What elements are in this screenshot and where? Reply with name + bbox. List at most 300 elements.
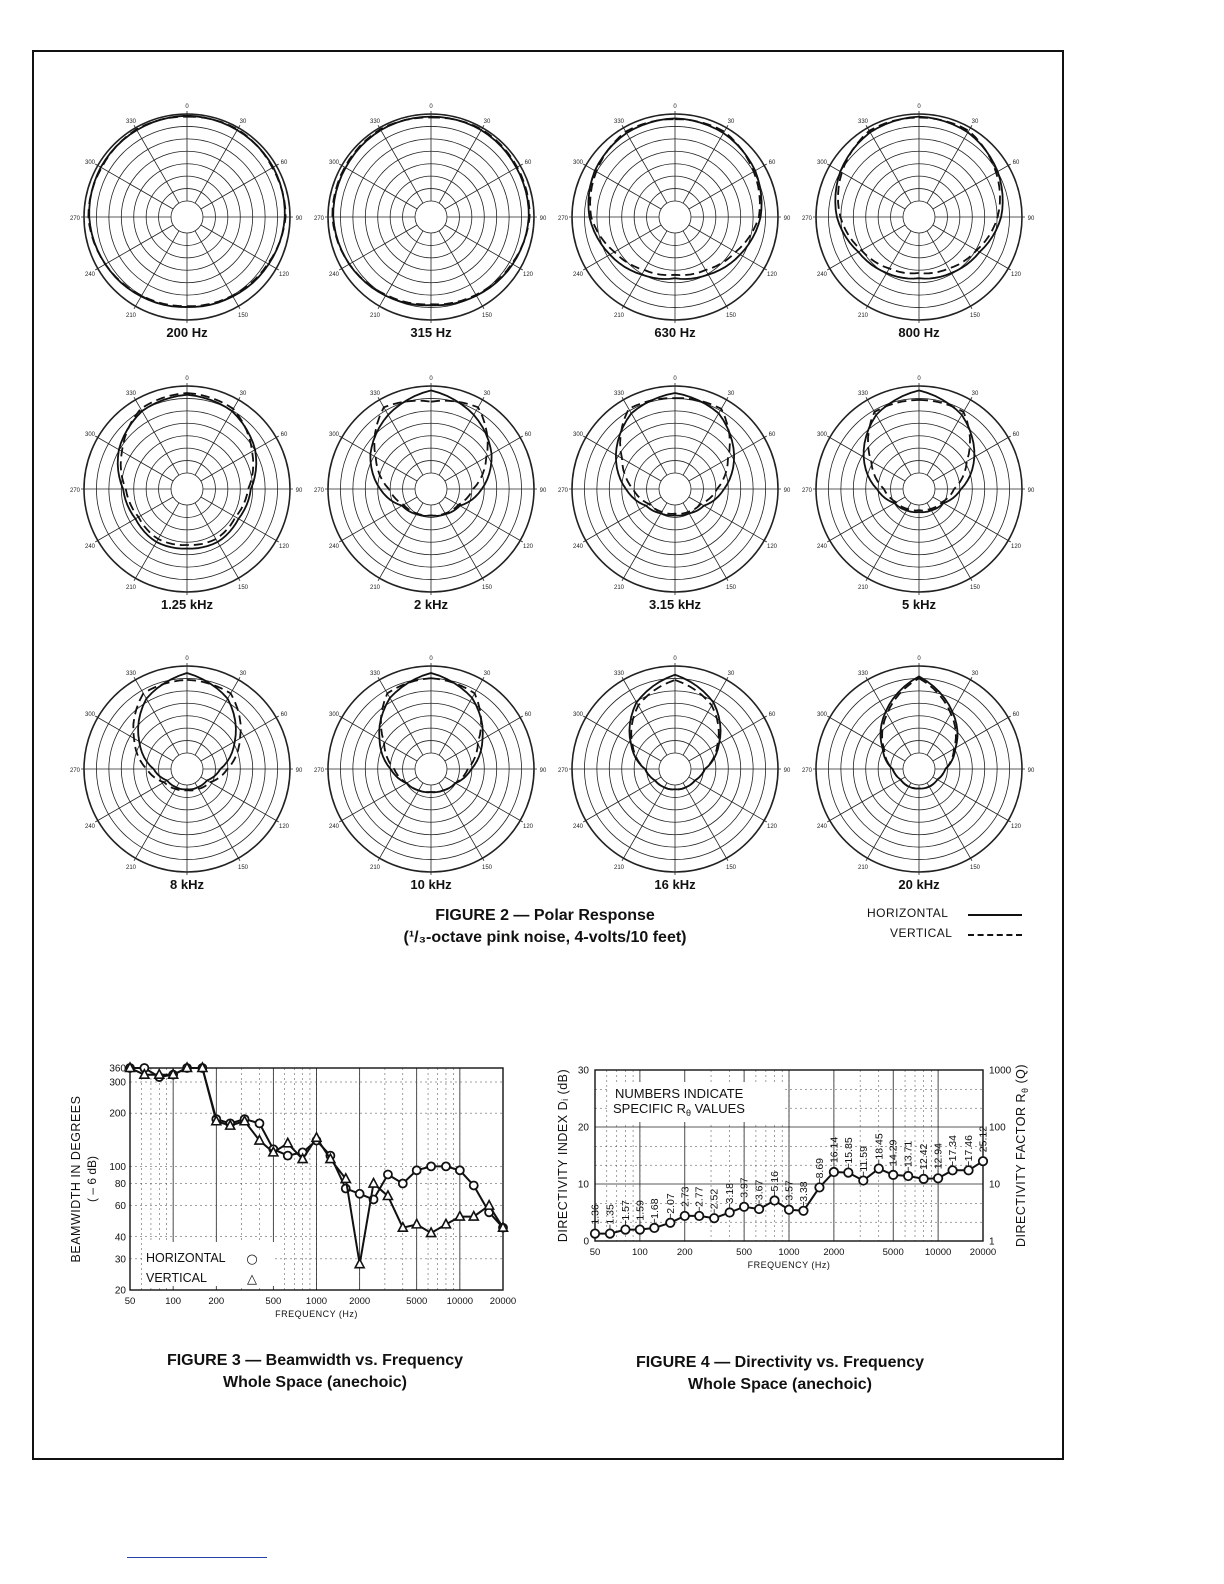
legend-label: VERTICAL bbox=[146, 1271, 207, 1285]
polar-angle-label: 210 bbox=[125, 864, 137, 871]
polar-angle-label: 210 bbox=[613, 312, 625, 319]
polar-angle-label: 330 bbox=[857, 119, 869, 126]
polar-angle-label: 60 bbox=[768, 432, 776, 438]
r-value-label: 12.94 bbox=[932, 1143, 945, 1170]
y-right-axis-label-main: DIRECTIVITY FACTOR R bbox=[1014, 1093, 1028, 1248]
polar-frequency-label: 10 kHz bbox=[410, 877, 452, 892]
polar-plot bbox=[67, 365, 307, 615]
polar-plot bbox=[555, 365, 795, 615]
directivity-point bbox=[889, 1171, 897, 1179]
r-value-label: 15.85 bbox=[842, 1137, 855, 1164]
polar-angle-label: 240 bbox=[328, 544, 340, 550]
polar-angle-label: 0 bbox=[185, 104, 189, 110]
polar-spoke bbox=[445, 436, 523, 481]
y-right-axis-label bbox=[1014, 1064, 1030, 1247]
polar-angle-label: 330 bbox=[125, 119, 137, 126]
polar-angle-label: 120 bbox=[278, 272, 290, 278]
polar-angle-label: 120 bbox=[522, 544, 534, 550]
polar-angle-label: 120 bbox=[278, 824, 290, 830]
polar-spoke bbox=[339, 777, 417, 822]
polar-spoke bbox=[445, 497, 523, 542]
polar-angle-label: 330 bbox=[369, 119, 381, 126]
y-tick-label: 20 bbox=[577, 1122, 589, 1134]
x-tick-label: 5000 bbox=[882, 1247, 904, 1258]
figure-4-caption bbox=[590, 1352, 970, 1396]
polar-angle-label: 240 bbox=[572, 272, 584, 278]
polar-angle-label: 60 bbox=[1012, 432, 1020, 438]
x-axis-label: FREQUENCY (Hz) bbox=[747, 1260, 831, 1270]
polar-spoke bbox=[201, 164, 279, 209]
polar-angle-label: 210 bbox=[613, 864, 625, 871]
horizontal-point bbox=[456, 1166, 464, 1174]
polar-plot bbox=[311, 645, 551, 895]
polar-spoke bbox=[378, 397, 423, 475]
directivity-point bbox=[681, 1212, 689, 1220]
polar-angle-label: 270 bbox=[801, 216, 813, 222]
r-value-label: 3.18 bbox=[724, 1183, 737, 1204]
legend-marker: △ bbox=[247, 1272, 257, 1287]
polar-angle-label: 30 bbox=[483, 671, 491, 678]
polar-ring bbox=[171, 201, 203, 233]
polar-angle-label: 30 bbox=[239, 119, 247, 126]
polar-angle-label: 0 bbox=[917, 104, 921, 110]
polar-angle-label: 120 bbox=[1010, 824, 1022, 830]
directivity-point bbox=[815, 1183, 823, 1191]
y-right-tick-label: 1 bbox=[989, 1236, 995, 1248]
annotation-line-2-sub: θ bbox=[685, 1108, 691, 1118]
polar-angle-label: 120 bbox=[522, 272, 534, 278]
polar-spoke bbox=[378, 231, 423, 309]
directivity-point bbox=[785, 1205, 793, 1213]
directivity-point bbox=[710, 1214, 718, 1222]
polar-spoke bbox=[866, 231, 911, 309]
vertical-point bbox=[369, 1179, 378, 1188]
vertical-point bbox=[455, 1212, 464, 1221]
polar-angle-label: 150 bbox=[481, 312, 493, 319]
x-tick-label: 10000 bbox=[924, 1247, 952, 1258]
polar-spoke bbox=[933, 225, 1011, 270]
annotation-line-2-main: SPECIFIC R bbox=[613, 1101, 686, 1116]
x-tick-label: 50 bbox=[589, 1247, 601, 1258]
polar-angle-label: 300 bbox=[816, 432, 828, 438]
figure-2-title-text: FIGURE 2 — Polar Response bbox=[435, 907, 655, 924]
polar-angle-label: 270 bbox=[313, 768, 325, 774]
y-right-tick-label: 100 bbox=[989, 1122, 1006, 1134]
directivity-point bbox=[725, 1208, 733, 1216]
polar-angle-label: 30 bbox=[727, 391, 735, 398]
polar-angle-label: 300 bbox=[84, 160, 96, 166]
polar-plot bbox=[799, 365, 1039, 615]
polar-angle-label: 300 bbox=[816, 160, 828, 166]
polar-angle-label: 150 bbox=[481, 864, 493, 871]
polar-svg bbox=[555, 365, 795, 597]
polar-angle-label: 240 bbox=[572, 544, 584, 550]
horizontal-point bbox=[427, 1162, 435, 1170]
horizontal-point bbox=[255, 1119, 263, 1127]
polar-angle-label: 270 bbox=[801, 768, 813, 774]
r-value-label: 17.34 bbox=[947, 1135, 960, 1162]
polar-angle-label: 330 bbox=[613, 119, 625, 126]
polar-angle-label: 120 bbox=[766, 544, 778, 550]
r-value-label: 11.59 bbox=[857, 1146, 870, 1172]
directivity-point bbox=[875, 1164, 883, 1172]
r-value-label: 14.29 bbox=[887, 1139, 900, 1166]
polar-angle-label: 240 bbox=[328, 824, 340, 830]
r-value-label: 2.52 bbox=[708, 1188, 721, 1210]
polar-spoke bbox=[933, 436, 1011, 481]
polar-frequency-label: 2 kHz bbox=[414, 597, 448, 612]
polar-spoke bbox=[439, 231, 484, 309]
r-value-label: 1.36 bbox=[589, 1204, 602, 1225]
polar-angle-label: 270 bbox=[557, 216, 569, 222]
polar-angle-label: 210 bbox=[369, 864, 381, 871]
vertical-point bbox=[398, 1223, 407, 1232]
x-tick-label: 2000 bbox=[823, 1247, 845, 1258]
polar-angle-label: 90 bbox=[295, 768, 303, 774]
annotation-line-1: NUMBERS INDICATE bbox=[615, 1086, 744, 1101]
polar-spoke bbox=[927, 397, 972, 475]
vertical-point bbox=[469, 1212, 478, 1221]
polar-angle-label: 90 bbox=[783, 768, 791, 774]
polar-spoke bbox=[95, 777, 173, 822]
polar-spoke bbox=[339, 225, 417, 270]
polar-angle-label: 30 bbox=[239, 671, 247, 678]
polar-frequency-label: 5 kHz bbox=[902, 597, 936, 612]
polar-angle-label: 90 bbox=[539, 488, 547, 494]
polar-plot bbox=[67, 645, 307, 895]
annotation-line-2-tail: VALUES bbox=[690, 1101, 745, 1116]
x-tick-label: 20000 bbox=[969, 1247, 997, 1258]
polar-angle-label: 60 bbox=[768, 160, 776, 166]
polar-angle-label: 210 bbox=[125, 584, 137, 591]
polar-spoke bbox=[201, 497, 279, 542]
polar-spoke bbox=[827, 497, 905, 542]
polar-angle-label: 60 bbox=[1012, 712, 1020, 718]
polar-angle-label: 330 bbox=[369, 671, 381, 678]
polar-angle-label: 330 bbox=[613, 671, 625, 678]
polar-angle-label: 30 bbox=[239, 391, 247, 398]
directivity-point bbox=[830, 1168, 838, 1176]
polar-svg bbox=[311, 93, 551, 325]
polar-angle-label: 0 bbox=[429, 376, 433, 382]
directivity-point bbox=[606, 1229, 614, 1237]
polar-angle-label: 0 bbox=[673, 656, 677, 662]
polar-angle-label: 150 bbox=[969, 584, 981, 591]
polar-angle-label: 0 bbox=[185, 656, 189, 662]
polar-angle-label: 150 bbox=[969, 312, 981, 319]
polar-ring bbox=[659, 753, 691, 785]
polar-angle-label: 120 bbox=[278, 544, 290, 550]
polar-angle-label: 0 bbox=[917, 376, 921, 382]
polar-angle-label: 210 bbox=[369, 312, 381, 319]
polar-plot bbox=[67, 93, 307, 343]
y-right-tick-label: 1000 bbox=[989, 1065, 1012, 1077]
legend-label: HORIZONTAL bbox=[146, 1251, 226, 1265]
polar-spoke bbox=[439, 783, 484, 861]
y-tick-label: 10 bbox=[577, 1179, 589, 1191]
polar-angle-label: 300 bbox=[328, 432, 340, 438]
directivity-point bbox=[770, 1196, 778, 1204]
polar-angle-label: 270 bbox=[69, 216, 81, 222]
polar-angle-label: 330 bbox=[857, 391, 869, 398]
polar-angle-label: 240 bbox=[816, 824, 828, 830]
polar-angle-label: 30 bbox=[971, 391, 979, 398]
polar-spoke bbox=[445, 777, 523, 822]
polar-angle-label: 300 bbox=[816, 712, 828, 718]
directivity-point bbox=[636, 1225, 644, 1233]
polar-frequency-label: 16 kHz bbox=[654, 877, 696, 892]
polar-frequency-label: 315 Hz bbox=[410, 325, 452, 340]
y-right-tick-label: 10 bbox=[989, 1179, 1001, 1191]
directivity-point bbox=[650, 1224, 658, 1232]
r-value-label: 3.38 bbox=[797, 1181, 810, 1202]
polar-angle-label: 240 bbox=[84, 544, 96, 550]
r-value-label: 12.42 bbox=[918, 1143, 931, 1170]
polar-angle-label: 300 bbox=[84, 712, 96, 718]
polar-spoke bbox=[201, 777, 279, 822]
polar-plot bbox=[799, 93, 1039, 343]
polar-angle-label: 150 bbox=[725, 864, 737, 871]
polar-angle-label: 300 bbox=[328, 160, 340, 166]
polar-angle-label: 0 bbox=[429, 656, 433, 662]
vertical-point bbox=[155, 1070, 164, 1079]
polar-spoke bbox=[439, 397, 484, 475]
polar-spoke bbox=[95, 497, 173, 542]
y-tick-label: 360 bbox=[109, 1063, 126, 1075]
polar-svg bbox=[67, 365, 307, 597]
x-tick-label: 20000 bbox=[489, 1296, 517, 1307]
polar-angle-label: 210 bbox=[857, 584, 869, 591]
polar-angle-label: 90 bbox=[539, 768, 547, 774]
polar-spoke bbox=[339, 716, 417, 761]
horizontal-point bbox=[284, 1152, 292, 1160]
polar-angle-label: 60 bbox=[1012, 160, 1020, 166]
polar-angle-label: 30 bbox=[971, 671, 979, 678]
figure-2-title bbox=[380, 905, 710, 949]
horizontal-point bbox=[470, 1181, 478, 1189]
vertical-point bbox=[441, 1219, 450, 1228]
legend-marker: ○ bbox=[246, 1252, 258, 1267]
polar-angle-label: 90 bbox=[1027, 488, 1035, 494]
polar-angle-label: 60 bbox=[524, 712, 532, 718]
directivity-point bbox=[591, 1229, 599, 1237]
directivity-point bbox=[904, 1172, 912, 1180]
polar-angle-label: 90 bbox=[783, 216, 791, 222]
directivity-point bbox=[799, 1207, 807, 1215]
polar-plot bbox=[555, 645, 795, 895]
y-axis-sublabel: ( – 6 dB) bbox=[85, 1155, 99, 1203]
directivity-point bbox=[948, 1166, 956, 1174]
r-value-label: 3.97 bbox=[738, 1177, 751, 1198]
polar-angle-label: 60 bbox=[524, 432, 532, 438]
polar-angle-label: 210 bbox=[125, 312, 137, 319]
polar-ring bbox=[659, 473, 691, 505]
polar-angle-label: 60 bbox=[280, 432, 288, 438]
polar-spoke bbox=[95, 164, 173, 209]
polar-angle-label: 90 bbox=[539, 216, 547, 222]
polar-spoke bbox=[827, 436, 905, 481]
r-value-label: 16.14 bbox=[828, 1136, 841, 1164]
polar-angle-label: 120 bbox=[1010, 272, 1022, 278]
polar-ring bbox=[415, 201, 447, 233]
polar-angle-label: 60 bbox=[524, 160, 532, 166]
r-value-label: 3.67 bbox=[753, 1179, 766, 1201]
legend-horizontal-label: HORIZONTAL bbox=[867, 906, 949, 920]
polar-angle-label: 0 bbox=[673, 376, 677, 382]
polar-spoke bbox=[933, 716, 1011, 761]
x-tick-label: 200 bbox=[676, 1247, 693, 1258]
polar-spoke bbox=[445, 716, 523, 761]
polar-angle-label: 270 bbox=[69, 488, 81, 494]
polar-angle-label: 150 bbox=[725, 312, 737, 319]
polar-ring bbox=[171, 753, 203, 785]
x-axis-label: FREQUENCY (Hz) bbox=[275, 1309, 358, 1319]
polar-spoke bbox=[683, 783, 728, 861]
polar-spoke bbox=[339, 497, 417, 542]
polar-frequency-label: 20 kHz bbox=[898, 877, 940, 892]
polar-svg bbox=[555, 93, 795, 325]
r-value-label: 1.57 bbox=[619, 1200, 632, 1221]
polar-angle-label: 270 bbox=[557, 488, 569, 494]
polar-spoke bbox=[134, 397, 179, 475]
directivity-point bbox=[964, 1166, 972, 1174]
polar-angle-label: 300 bbox=[84, 432, 96, 438]
x-tick-label: 50 bbox=[124, 1296, 136, 1307]
r-value-label: 1.59 bbox=[634, 1200, 647, 1221]
y-tick-label: 60 bbox=[114, 1201, 126, 1213]
polar-frequency-label: 800 Hz bbox=[898, 325, 940, 340]
polar-frequency-label: 3.15 kHz bbox=[648, 597, 702, 612]
vertical-point bbox=[412, 1219, 421, 1228]
y-tick-label: 40 bbox=[114, 1232, 126, 1244]
r-value-label: 2.77 bbox=[693, 1186, 706, 1207]
polar-angle-label: 90 bbox=[295, 488, 303, 494]
polar-spoke bbox=[866, 397, 911, 475]
polar-frequency-label: 1.25 kHz bbox=[160, 597, 214, 612]
y-tick-label: 100 bbox=[109, 1161, 126, 1173]
legend-vertical-line bbox=[968, 934, 1022, 936]
polar-spoke bbox=[927, 231, 972, 309]
polar-angle-label: 240 bbox=[84, 824, 96, 830]
polar-angle-label: 30 bbox=[483, 391, 491, 398]
polar-spoke bbox=[622, 783, 667, 861]
polar-spoke bbox=[689, 716, 767, 761]
polar-angle-label: 90 bbox=[783, 488, 791, 494]
polar-svg bbox=[799, 645, 1039, 877]
polar-spoke bbox=[622, 503, 667, 581]
r-value-label: 1.68 bbox=[648, 1198, 661, 1219]
horizontal-point bbox=[356, 1190, 364, 1198]
polar-angle-label: 150 bbox=[481, 584, 493, 591]
x-tick-label: 100 bbox=[631, 1247, 648, 1258]
polar-spoke bbox=[622, 125, 667, 203]
polar-spoke bbox=[866, 125, 911, 203]
polar-spoke bbox=[583, 777, 661, 822]
figure-3-caption bbox=[120, 1350, 510, 1394]
directivity-point bbox=[934, 1174, 942, 1182]
polar-spoke bbox=[866, 503, 911, 581]
polar-angle-label: 330 bbox=[125, 671, 137, 678]
polar-spoke bbox=[134, 783, 179, 861]
directivity-point bbox=[740, 1203, 748, 1211]
polar-angle-label: 210 bbox=[857, 312, 869, 319]
polar-plot bbox=[311, 365, 551, 615]
polar-angle-label: 0 bbox=[673, 104, 677, 110]
horizontal-point bbox=[413, 1166, 421, 1174]
figure-4-title: FIGURE 4 — Directivity vs. Frequency bbox=[635, 1354, 925, 1371]
polar-svg bbox=[311, 365, 551, 597]
footer-rule bbox=[127, 1557, 267, 1558]
polar-spoke bbox=[827, 777, 905, 822]
polar-angle-label: 90 bbox=[295, 216, 303, 222]
polar-spoke bbox=[339, 436, 417, 481]
r-value-label: 2.07 bbox=[664, 1193, 677, 1214]
horizontal-point bbox=[442, 1162, 450, 1170]
vertical-point bbox=[355, 1259, 364, 1268]
polar-angle-label: 0 bbox=[185, 376, 189, 382]
polar-svg bbox=[799, 365, 1039, 597]
polar-svg bbox=[311, 645, 551, 877]
polar-angle-label: 90 bbox=[1027, 216, 1035, 222]
y-tick-label: 300 bbox=[109, 1077, 126, 1089]
figure-4-subtitle: Whole Space (anechoic) bbox=[687, 1376, 873, 1393]
polar-spoke bbox=[827, 225, 905, 270]
polar-spoke bbox=[378, 125, 423, 203]
polar-ring bbox=[659, 201, 691, 233]
x-tick-label: 500 bbox=[265, 1296, 282, 1307]
polar-angle-label: 330 bbox=[369, 391, 381, 398]
polar-spoke bbox=[683, 677, 728, 755]
polar-spoke bbox=[866, 677, 911, 755]
polar-spoke bbox=[201, 225, 279, 270]
polar-angle-label: 300 bbox=[572, 712, 584, 718]
directivity-point bbox=[755, 1205, 763, 1213]
y-tick-label: 20 bbox=[114, 1285, 126, 1297]
r-value-label: 25.12 bbox=[977, 1125, 990, 1153]
polar-spoke bbox=[195, 125, 240, 203]
polar-angle-label: 90 bbox=[1027, 768, 1035, 774]
r-value-label: 3.57 bbox=[783, 1180, 796, 1201]
polar-angle-label: 270 bbox=[313, 488, 325, 494]
y-right-axis-label-tail: (Q) bbox=[1014, 1063, 1028, 1088]
r-value-label: 2.73 bbox=[679, 1186, 692, 1207]
polar-spoke bbox=[445, 225, 523, 270]
polar-frequency-label: 630 Hz bbox=[654, 325, 696, 340]
polar-angle-label: 150 bbox=[237, 584, 249, 591]
polar-angle-label: 60 bbox=[768, 712, 776, 718]
polar-spoke bbox=[927, 125, 972, 203]
polar-angle-label: 330 bbox=[125, 391, 137, 398]
r-value-label: 13.71 bbox=[902, 1140, 915, 1168]
figure-4-svg bbox=[545, 1050, 1045, 1350]
y-tick-label: 30 bbox=[114, 1254, 126, 1266]
x-tick-label: 5000 bbox=[406, 1296, 428, 1307]
polar-spoke bbox=[933, 777, 1011, 822]
polar-angle-label: 270 bbox=[557, 768, 569, 774]
r-value-label: 18.45 bbox=[873, 1133, 886, 1160]
polar-ring bbox=[903, 753, 935, 785]
polar-angle-label: 330 bbox=[857, 671, 869, 678]
figure-3-chart bbox=[60, 1050, 530, 1350]
polar-ring bbox=[903, 201, 935, 233]
r-value-label: 5.16 bbox=[769, 1171, 782, 1192]
figure-2-subtitle: (¹/₃-octave pink noise, 4-volts/10 feet) bbox=[403, 929, 687, 946]
polar-angle-label: 150 bbox=[725, 584, 737, 591]
polar-spoke bbox=[622, 677, 667, 755]
polar-angle-label: 270 bbox=[313, 216, 325, 222]
polar-spoke bbox=[95, 225, 173, 270]
polar-angle-label: 270 bbox=[801, 488, 813, 494]
